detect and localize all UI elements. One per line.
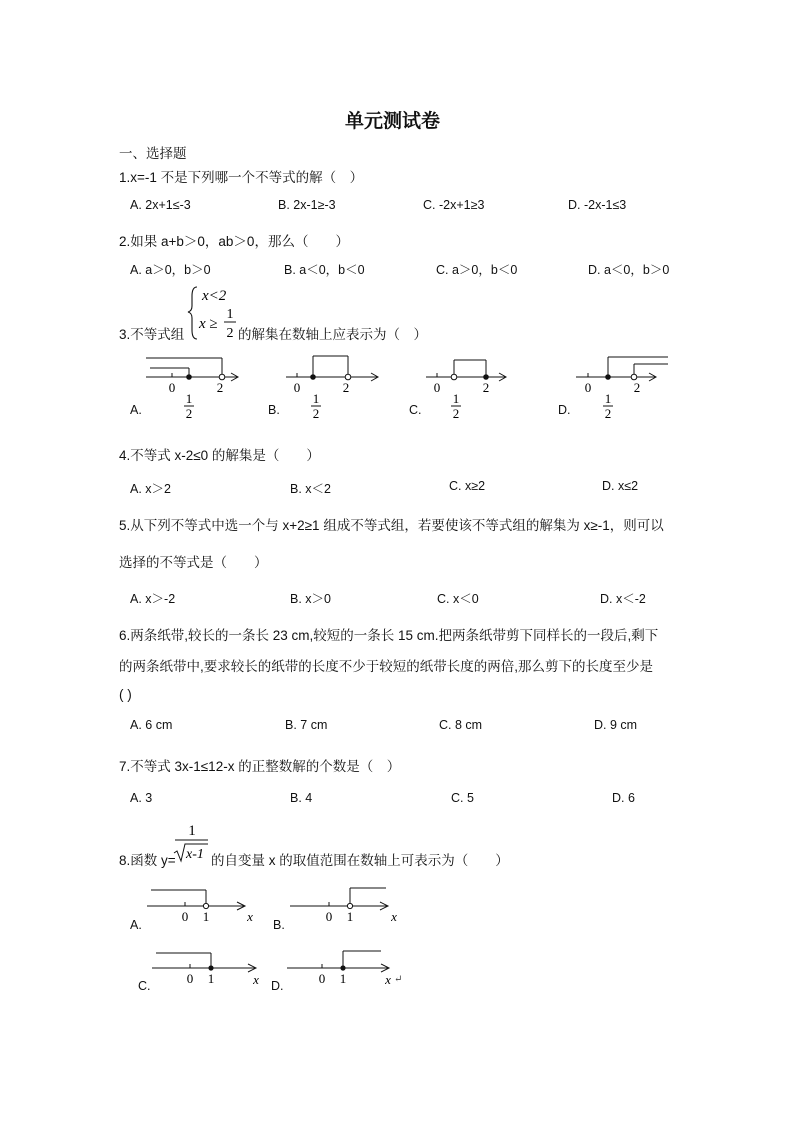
- tick-label-2: 2: [342, 380, 350, 395]
- q8-number-line-b: [288, 884, 403, 928]
- q1-option-a: A. 2x+1≤-3: [130, 198, 191, 212]
- q6-option-b: B. 7 cm: [285, 718, 328, 732]
- q2-option-a: A. a＞0，b＞0: [130, 263, 211, 277]
- q4-option-c: C. x≥2: [449, 479, 486, 493]
- q1-option-c: C. -2x+1≥3: [423, 198, 485, 212]
- closed-point: [483, 374, 489, 380]
- q3-option-a-label: A.: [130, 403, 142, 417]
- half-denominator: 2: [312, 406, 320, 421]
- q1-option-d: D. -2x-1≤3: [568, 198, 627, 212]
- q5-option-d: D. x＜-2: [600, 592, 646, 606]
- tick-label-2: 2: [216, 380, 224, 395]
- question-3-suffix: 的解集在数轴上应表示为（ ）: [238, 327, 427, 342]
- q3-number-line-d: [572, 350, 672, 422]
- section-heading: 一、选择题: [119, 146, 187, 161]
- q8-option-c-label: C.: [138, 979, 151, 993]
- question-8-prefix: 8.函数 y=: [119, 853, 176, 868]
- q4-option-a: A. x＞2: [130, 482, 171, 496]
- q8-option-a-label: A.: [130, 918, 142, 932]
- closed-point: [310, 374, 316, 380]
- half-numerator: 1: [185, 391, 193, 406]
- tick-label-0: 0: [168, 380, 176, 395]
- tick-label-1: 1: [202, 909, 210, 924]
- half-numerator: 1: [604, 391, 612, 406]
- question-4-stem: 4.不等式 x-2≤0 的解集是（ ）: [119, 448, 320, 463]
- closed-point: [208, 965, 213, 970]
- question-2-stem: 2.如果 a+b＞0，ab＞0，那么（ ）: [119, 234, 349, 249]
- q8-number-line-a: [145, 884, 260, 928]
- axis-variable: x: [253, 972, 259, 987]
- q8-number-line-c: [150, 946, 265, 990]
- q3-number-line-c: [422, 350, 522, 422]
- question-3-prefix: 3.不等式组: [119, 327, 185, 342]
- tick-label-1: 1: [339, 971, 347, 986]
- q2-option-b: B. a＜0，b＜0: [284, 263, 365, 277]
- system-brace: [188, 287, 197, 339]
- open-point: [345, 374, 351, 380]
- axis-variable: x: [247, 909, 253, 924]
- system-top-inequality: x<2: [202, 288, 227, 304]
- question-6-line-1: 6.两条纸带,较长的一条长 23 cm,较短的一条长 15 cm.把两条纸带剪下同样长的一段后,剩下: [119, 628, 659, 643]
- q5-option-a: A. x＞-2: [130, 592, 176, 606]
- tick-label-0: 0: [318, 971, 326, 986]
- question-7-stem: 7.不等式 3x-1≤12-x 的正整数解的个数是（ ）: [119, 759, 401, 774]
- question-1-stem: 1.x=-1 不是下列哪一个不等式的解（ ）: [119, 170, 364, 185]
- tick-label-0: 0: [293, 380, 301, 395]
- closed-point: [340, 965, 345, 970]
- half-denominator: 2: [185, 406, 193, 421]
- q8-option-d-label: D.: [271, 979, 284, 993]
- question-6-line-3: ( ): [119, 687, 132, 702]
- return-mark: ↵: [394, 974, 403, 985]
- q5-option-c: C. x＜0: [437, 592, 479, 606]
- function-expression: [172, 820, 210, 866]
- axis-variable: x: [391, 909, 397, 924]
- q3-option-d-label: D.: [558, 403, 571, 417]
- q2-option-c: C. a＞0，b＜0: [436, 263, 518, 277]
- half-denominator: 2: [604, 406, 612, 421]
- q7-option-d: D. 6: [612, 791, 635, 805]
- system-frac-numerator: 1: [226, 307, 234, 322]
- tick-label-0: 0: [584, 380, 592, 395]
- closed-point: [605, 374, 611, 380]
- radicand: x-1: [186, 847, 204, 862]
- tick-label-0: 0: [325, 909, 333, 924]
- tick-label-0: 0: [433, 380, 441, 395]
- q5-option-b: B. x＞0: [290, 592, 331, 606]
- q3-number-line-b: [282, 350, 382, 422]
- question-6-line-2: 的两条纸带中,要求较长的纸带的长度不少于较短的纸带长度的两倍,那么剪下的长度至少是: [119, 659, 654, 674]
- half-numerator: 1: [452, 391, 460, 406]
- open-point: [631, 374, 637, 380]
- q6-option-d: D. 9 cm: [594, 718, 638, 732]
- tick-label-0: 0: [181, 909, 189, 924]
- q8-number-line-d: [285, 946, 405, 990]
- tick-label-1: 1: [207, 971, 215, 986]
- half-numerator: 1: [312, 391, 320, 406]
- q7-option-a: A. 3: [130, 791, 153, 805]
- q4-option-d: D. x≤2: [602, 479, 639, 493]
- q3-option-c-label: C.: [409, 403, 422, 417]
- open-point: [219, 374, 225, 380]
- fraction-numerator: 1: [188, 823, 196, 839]
- q6-option-c: C. 8 cm: [439, 718, 483, 732]
- tick-label-0: 0: [186, 971, 194, 986]
- q4-option-b: B. x＜2: [290, 482, 331, 496]
- question-8-suffix: 的自变量 x 的取值范围在数轴上可表示为（ ）: [211, 853, 509, 868]
- question-5-line-1: 5.从下列不等式中选一个与 x+2≥1 组成不等式组，若要使该不等式组的解集为 x≥-1，则可以: [119, 518, 664, 533]
- tick-label-2: 2: [482, 380, 490, 395]
- page-title: 单元测试卷: [345, 111, 441, 132]
- system-bottom-lhs: x ≥: [199, 316, 218, 332]
- inequality-system: [186, 284, 238, 342]
- tick-label-1: 1: [346, 909, 354, 924]
- closed-point: [186, 374, 192, 380]
- q3-option-b-label: B.: [268, 403, 280, 417]
- q1-option-b: B. 2x-1≥-3: [278, 198, 336, 212]
- q6-option-a: A. 6 cm: [130, 718, 173, 732]
- half-denominator: 2: [452, 406, 460, 421]
- open-point: [347, 903, 352, 908]
- q7-option-c: C. 5: [451, 791, 474, 805]
- q3-number-line-a: [142, 350, 242, 422]
- system-frac-denominator: 2: [226, 326, 234, 341]
- q2-option-d: D. a＜0，b＞0: [588, 263, 670, 277]
- axis-variable: x: [385, 972, 391, 987]
- open-point: [203, 903, 208, 908]
- q8-option-b-label: B.: [273, 918, 285, 932]
- tick-label-2: 2: [633, 380, 641, 395]
- open-point: [451, 374, 457, 380]
- question-5-line-2: 选择的不等式是（ ）: [119, 555, 268, 570]
- q7-option-b: B. 4: [290, 791, 313, 805]
